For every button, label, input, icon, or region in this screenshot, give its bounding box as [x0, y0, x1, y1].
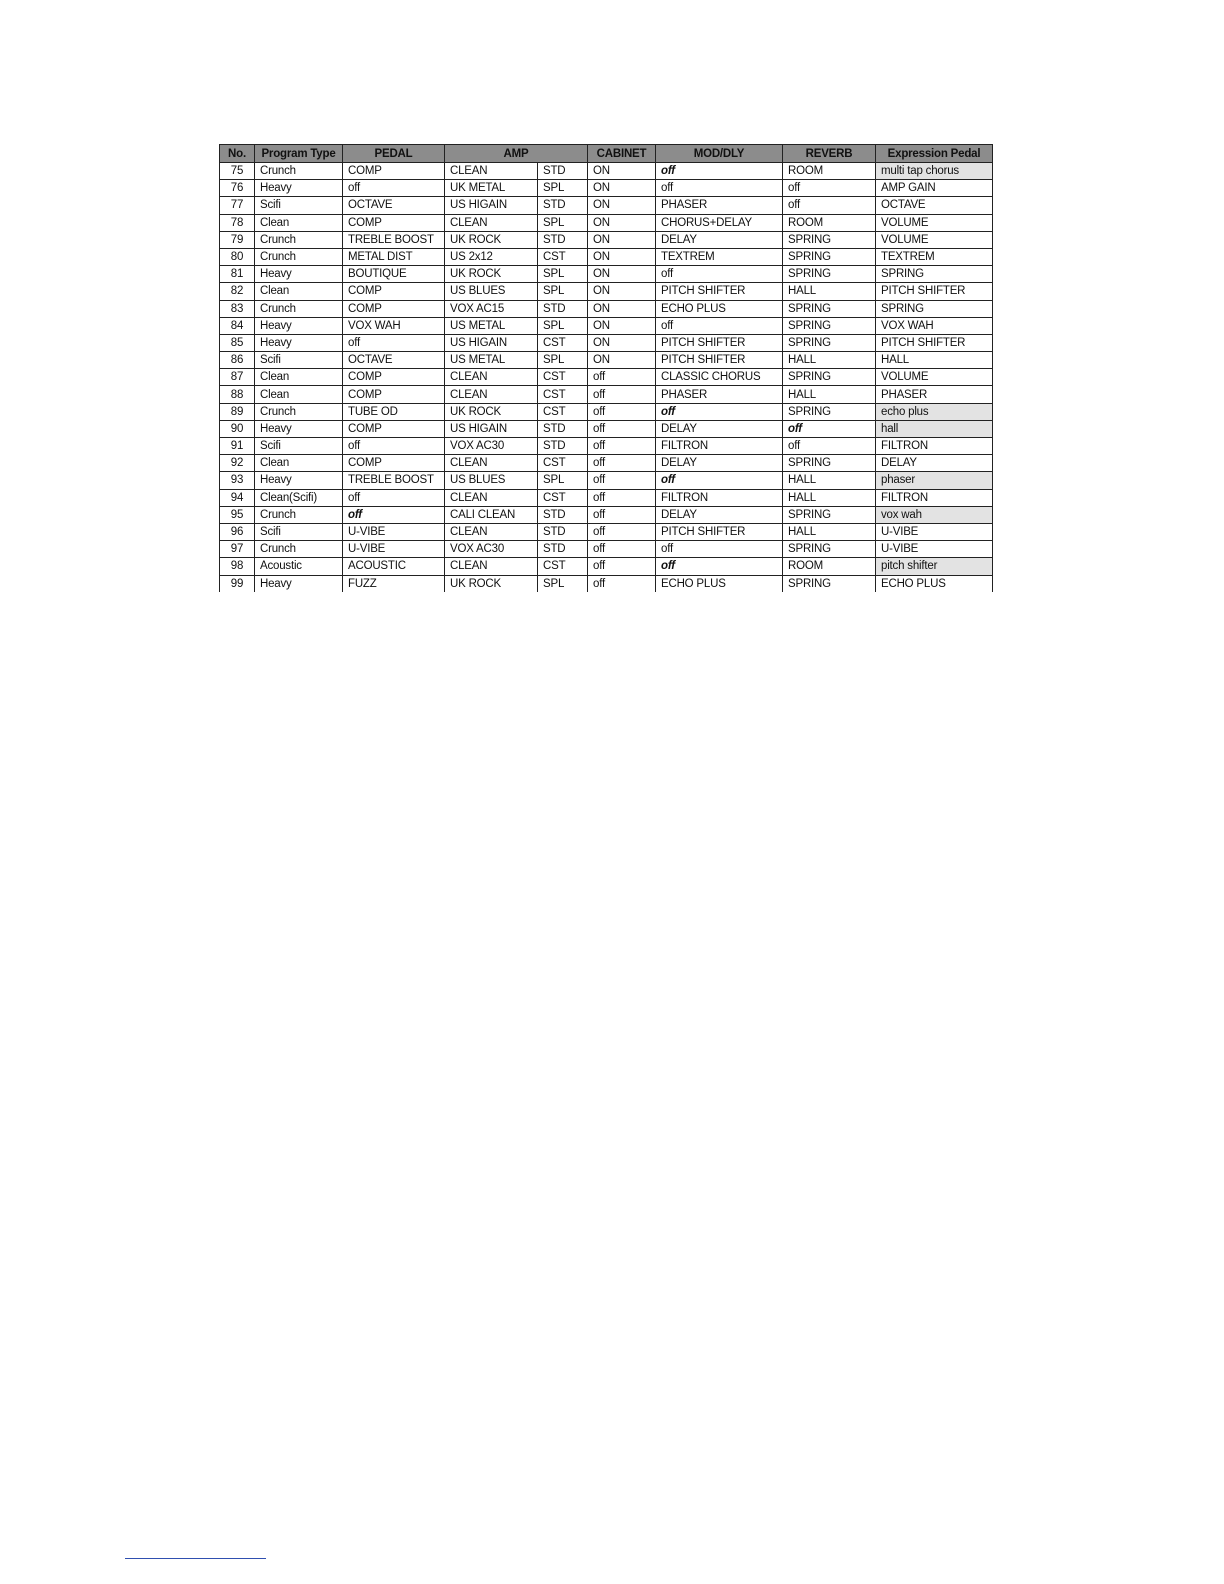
- cell-amp-model: US BLUES: [445, 283, 538, 300]
- header-reverb: REVERB: [783, 145, 876, 163]
- cell-amp-cab: SPL: [538, 214, 588, 231]
- header-mod-dly: MOD/DLY: [656, 145, 783, 163]
- cell-expression-pedal: echo plus: [876, 403, 993, 420]
- cell-program-type: Crunch: [255, 506, 343, 523]
- cell-no: 93: [220, 472, 255, 489]
- table-row: [220, 352, 993, 369]
- header-expression-pedal: Expression Pedal: [876, 145, 993, 163]
- cell-pedal: COMP: [343, 386, 445, 403]
- cell-program-type: Scifi: [255, 523, 343, 540]
- cell-pedal: off: [343, 489, 445, 506]
- table-row: [220, 163, 993, 180]
- cell-reverb: SPRING: [783, 455, 876, 472]
- cell-cabinet: ON: [588, 180, 656, 197]
- cell-amp-cab: CST: [538, 558, 588, 575]
- header-program-type: Program Type: [255, 145, 343, 163]
- cell-mod-dly: PHASER: [656, 386, 783, 403]
- cell-program-type: Crunch: [255, 403, 343, 420]
- cell-amp-cab: CST: [538, 369, 588, 386]
- cell-program-type: Scifi: [255, 197, 343, 214]
- table-row: [220, 420, 993, 437]
- cell-reverb: off: [783, 197, 876, 214]
- cell-program-type: Clean: [255, 369, 343, 386]
- cell-expression-pedal: OCTAVE: [876, 197, 993, 214]
- cell-cabinet: ON: [588, 197, 656, 214]
- cell-pedal: METAL DIST: [343, 248, 445, 265]
- cell-mod-dly: off: [656, 403, 783, 420]
- cell-program-type: Heavy: [255, 575, 343, 592]
- cell-pedal: ACOUSTIC: [343, 558, 445, 575]
- cell-amp-model: CLEAN: [445, 455, 538, 472]
- cell-reverb: off: [783, 420, 876, 437]
- cell-pedal: OCTAVE: [343, 352, 445, 369]
- cell-mod-dly: off: [656, 472, 783, 489]
- cell-expression-pedal: TEXTREM: [876, 248, 993, 265]
- cell-pedal: TREBLE BOOST: [343, 472, 445, 489]
- cell-expression-pedal: pitch shifter: [876, 558, 993, 575]
- cell-cabinet: off: [588, 575, 656, 592]
- cell-amp-cab: SPL: [538, 317, 588, 334]
- cell-cabinet: ON: [588, 163, 656, 180]
- cell-cabinet: ON: [588, 266, 656, 283]
- cell-expression-pedal: VOX WAH: [876, 317, 993, 334]
- cell-amp-cab: CST: [538, 403, 588, 420]
- cell-expression-pedal: ECHO PLUS: [876, 575, 993, 592]
- cell-reverb: off: [783, 438, 876, 455]
- cell-mod-dly: FILTRON: [656, 489, 783, 506]
- cell-amp-model: US METAL: [445, 317, 538, 334]
- cell-pedal: COMP: [343, 455, 445, 472]
- cell-cabinet: ON: [588, 317, 656, 334]
- cell-amp-model: UK ROCK: [445, 575, 538, 592]
- cell-program-type: Heavy: [255, 180, 343, 197]
- table-row: [220, 523, 993, 540]
- cell-reverb: HALL: [783, 283, 876, 300]
- cell-no: 86: [220, 352, 255, 369]
- cell-amp-cab: CST: [538, 386, 588, 403]
- cell-mod-dly: PITCH SHIFTER: [656, 352, 783, 369]
- cell-mod-dly: off: [656, 163, 783, 180]
- cell-amp-cab: STD: [538, 197, 588, 214]
- cell-no: 79: [220, 231, 255, 248]
- cell-pedal: off: [343, 506, 445, 523]
- cell-reverb: off: [783, 180, 876, 197]
- cell-mod-dly: TEXTREM: [656, 248, 783, 265]
- cell-amp-model: US 2x12: [445, 248, 538, 265]
- cell-pedal: VOX WAH: [343, 317, 445, 334]
- cell-mod-dly: off: [656, 266, 783, 283]
- cell-mod-dly: PITCH SHIFTER: [656, 523, 783, 540]
- cell-reverb: HALL: [783, 489, 876, 506]
- cell-expression-pedal: FILTRON: [876, 438, 993, 455]
- cell-reverb: HALL: [783, 386, 876, 403]
- cell-no: 83: [220, 300, 255, 317]
- cell-no: 78: [220, 214, 255, 231]
- cell-pedal: OCTAVE: [343, 197, 445, 214]
- cell-pedal: U-VIBE: [343, 523, 445, 540]
- cell-cabinet: ON: [588, 231, 656, 248]
- cell-amp-cab: STD: [538, 506, 588, 523]
- cell-program-type: Crunch: [255, 541, 343, 558]
- cell-mod-dly: PITCH SHIFTER: [656, 334, 783, 351]
- table-row: [220, 283, 993, 300]
- cell-pedal: COMP: [343, 163, 445, 180]
- cell-reverb: SPRING: [783, 506, 876, 523]
- cell-amp-model: CLEAN: [445, 386, 538, 403]
- cell-no: 81: [220, 266, 255, 283]
- cell-program-type: Clean: [255, 283, 343, 300]
- cell-cabinet: ON: [588, 248, 656, 265]
- cell-expression-pedal: vox wah: [876, 506, 993, 523]
- cell-reverb: ROOM: [783, 558, 876, 575]
- header-pedal: PEDAL: [343, 145, 445, 163]
- cell-amp-model: CLEAN: [445, 558, 538, 575]
- cell-pedal: COMP: [343, 420, 445, 437]
- cell-program-type: Clean: [255, 386, 343, 403]
- cell-reverb: HALL: [783, 523, 876, 540]
- cell-reverb: SPRING: [783, 317, 876, 334]
- cell-pedal: FUZZ: [343, 575, 445, 592]
- footnote-rule: [125, 1558, 266, 1559]
- cell-program-type: Heavy: [255, 472, 343, 489]
- cell-amp-model: VOX AC15: [445, 300, 538, 317]
- cell-no: 90: [220, 420, 255, 437]
- cell-cabinet: ON: [588, 334, 656, 351]
- cell-no: 80: [220, 248, 255, 265]
- cell-no: 94: [220, 489, 255, 506]
- table-row: [220, 386, 993, 403]
- cell-mod-dly: ECHO PLUS: [656, 575, 783, 592]
- cell-mod-dly: DELAY: [656, 455, 783, 472]
- table-row: [220, 558, 993, 575]
- cell-program-type: Clean: [255, 455, 343, 472]
- cell-no: 92: [220, 455, 255, 472]
- table-row: [220, 438, 993, 455]
- cell-program-type: Heavy: [255, 317, 343, 334]
- cell-reverb: ROOM: [783, 163, 876, 180]
- cell-reverb: SPRING: [783, 575, 876, 592]
- cell-pedal: TUBE OD: [343, 403, 445, 420]
- cell-expression-pedal: phaser: [876, 472, 993, 489]
- cell-cabinet: off: [588, 472, 656, 489]
- cell-mod-dly: off: [656, 317, 783, 334]
- cell-amp-cab: CST: [538, 248, 588, 265]
- table-row: [220, 180, 993, 197]
- cell-mod-dly: PHASER: [656, 197, 783, 214]
- cell-no: 82: [220, 283, 255, 300]
- cell-reverb: SPRING: [783, 403, 876, 420]
- table-row: [220, 334, 993, 351]
- cell-program-type: Heavy: [255, 266, 343, 283]
- table-row: [220, 506, 993, 523]
- cell-mod-dly: DELAY: [656, 506, 783, 523]
- cell-expression-pedal: multi tap chorus: [876, 163, 993, 180]
- cell-cabinet: ON: [588, 283, 656, 300]
- cell-program-type: Clean(Scifi): [255, 489, 343, 506]
- cell-no: 91: [220, 438, 255, 455]
- cell-no: 77: [220, 197, 255, 214]
- cell-mod-dly: ECHO PLUS: [656, 300, 783, 317]
- cell-program-type: Heavy: [255, 334, 343, 351]
- cell-mod-dly: FILTRON: [656, 438, 783, 455]
- cell-program-type: Crunch: [255, 300, 343, 317]
- cell-amp-model: US HIGAIN: [445, 334, 538, 351]
- cell-amp-model: US HIGAIN: [445, 420, 538, 437]
- cell-program-type: Scifi: [255, 352, 343, 369]
- cell-amp-cab: STD: [538, 231, 588, 248]
- cell-amp-cab: CST: [538, 455, 588, 472]
- cell-program-type: Clean: [255, 214, 343, 231]
- cell-amp-model: UK ROCK: [445, 403, 538, 420]
- cell-reverb: SPRING: [783, 541, 876, 558]
- table-row: [220, 489, 993, 506]
- cell-amp-cab: CST: [538, 334, 588, 351]
- cell-cabinet: off: [588, 558, 656, 575]
- cell-no: 87: [220, 369, 255, 386]
- cell-expression-pedal: FILTRON: [876, 489, 993, 506]
- cell-amp-model: CLEAN: [445, 214, 538, 231]
- cell-reverb: SPRING: [783, 231, 876, 248]
- cell-cabinet: off: [588, 420, 656, 437]
- table-row: [220, 369, 993, 386]
- cell-reverb: SPRING: [783, 248, 876, 265]
- cell-no: 88: [220, 386, 255, 403]
- cell-expression-pedal: SPRING: [876, 300, 993, 317]
- cell-cabinet: ON: [588, 214, 656, 231]
- cell-program-type: Crunch: [255, 248, 343, 265]
- cell-cabinet: ON: [588, 352, 656, 369]
- cell-amp-cab: SPL: [538, 352, 588, 369]
- cell-amp-model: UK ROCK: [445, 231, 538, 248]
- cell-cabinet: off: [588, 506, 656, 523]
- cell-no: 99: [220, 575, 255, 592]
- cell-no: 85: [220, 334, 255, 351]
- cell-amp-cab: STD: [538, 438, 588, 455]
- header-cabinet: CABINET: [588, 145, 656, 163]
- cell-amp-cab: CST: [538, 489, 588, 506]
- cell-pedal: COMP: [343, 283, 445, 300]
- cell-amp-cab: SPL: [538, 180, 588, 197]
- cell-expression-pedal: PITCH SHIFTER: [876, 334, 993, 351]
- table-row: [220, 231, 993, 248]
- cell-no: 96: [220, 523, 255, 540]
- cell-program-type: Acoustic: [255, 558, 343, 575]
- table-body: [220, 163, 993, 592]
- cell-program-type: Heavy: [255, 420, 343, 437]
- header-no: No.: [220, 145, 255, 163]
- cell-expression-pedal: VOLUME: [876, 369, 993, 386]
- header-amp: AMP: [445, 145, 588, 163]
- cell-cabinet: off: [588, 403, 656, 420]
- table-row: [220, 317, 993, 334]
- cell-expression-pedal: HALL: [876, 352, 993, 369]
- table-row: [220, 197, 993, 214]
- cell-mod-dly: CLASSIC CHORUS: [656, 369, 783, 386]
- table-row: [220, 300, 993, 317]
- cell-no: 75: [220, 163, 255, 180]
- cell-pedal: COMP: [343, 300, 445, 317]
- cell-expression-pedal: PHASER: [876, 386, 993, 403]
- cell-cabinet: ON: [588, 300, 656, 317]
- cell-program-type: Crunch: [255, 231, 343, 248]
- cell-pedal: BOUTIQUE: [343, 266, 445, 283]
- cell-expression-pedal: DELAY: [876, 455, 993, 472]
- cell-reverb: SPRING: [783, 369, 876, 386]
- cell-pedal: COMP: [343, 214, 445, 231]
- cell-amp-cab: STD: [538, 523, 588, 540]
- cell-pedal: U-VIBE: [343, 541, 445, 558]
- cell-expression-pedal: VOLUME: [876, 214, 993, 231]
- cell-no: 98: [220, 558, 255, 575]
- cell-reverb: HALL: [783, 472, 876, 489]
- table-row: [220, 541, 993, 558]
- cell-mod-dly: off: [656, 541, 783, 558]
- cell-amp-model: VOX AC30: [445, 541, 538, 558]
- table-row: [220, 403, 993, 420]
- header-row: [220, 145, 993, 163]
- cell-mod-dly: PITCH SHIFTER: [656, 283, 783, 300]
- cell-amp-model: CLEAN: [445, 523, 538, 540]
- cell-amp-cab: STD: [538, 420, 588, 437]
- cell-amp-cab: STD: [538, 300, 588, 317]
- table-row: [220, 455, 993, 472]
- cell-expression-pedal: U-VIBE: [876, 523, 993, 540]
- cell-cabinet: off: [588, 438, 656, 455]
- cell-amp-model: VOX AC30: [445, 438, 538, 455]
- cell-amp-model: CLEAN: [445, 489, 538, 506]
- cell-cabinet: off: [588, 369, 656, 386]
- cell-amp-cab: STD: [538, 163, 588, 180]
- cell-amp-cab: SPL: [538, 266, 588, 283]
- cell-amp-model: US BLUES: [445, 472, 538, 489]
- cell-pedal: off: [343, 438, 445, 455]
- table-row: [220, 248, 993, 265]
- table-row: [220, 214, 993, 231]
- cell-no: 97: [220, 541, 255, 558]
- cell-cabinet: off: [588, 541, 656, 558]
- cell-expression-pedal: VOLUME: [876, 231, 993, 248]
- program-table: [219, 144, 993, 592]
- table-row: [220, 472, 993, 489]
- cell-no: 76: [220, 180, 255, 197]
- cell-mod-dly: DELAY: [656, 231, 783, 248]
- cell-amp-cab: SPL: [538, 472, 588, 489]
- cell-cabinet: off: [588, 386, 656, 403]
- cell-pedal: TREBLE BOOST: [343, 231, 445, 248]
- cell-mod-dly: off: [656, 558, 783, 575]
- cell-amp-model: CALI CLEAN: [445, 506, 538, 523]
- cell-pedal: off: [343, 180, 445, 197]
- cell-amp-cab: SPL: [538, 283, 588, 300]
- cell-amp-cab: STD: [538, 541, 588, 558]
- cell-pedal: COMP: [343, 369, 445, 386]
- cell-amp-model: US HIGAIN: [445, 197, 538, 214]
- cell-no: 95: [220, 506, 255, 523]
- cell-cabinet: off: [588, 523, 656, 540]
- cell-amp-model: UK METAL: [445, 180, 538, 197]
- cell-reverb: ROOM: [783, 214, 876, 231]
- cell-mod-dly: off: [656, 180, 783, 197]
- cell-expression-pedal: U-VIBE: [876, 541, 993, 558]
- cell-program-type: Scifi: [255, 438, 343, 455]
- cell-cabinet: off: [588, 489, 656, 506]
- cell-expression-pedal: AMP GAIN: [876, 180, 993, 197]
- cell-no: 84: [220, 317, 255, 334]
- cell-program-type: Crunch: [255, 163, 343, 180]
- cell-mod-dly: CHORUS+DELAY: [656, 214, 783, 231]
- cell-amp-model: US METAL: [445, 352, 538, 369]
- table-row: [220, 575, 993, 592]
- cell-reverb: SPRING: [783, 300, 876, 317]
- cell-no: 89: [220, 403, 255, 420]
- cell-reverb: HALL: [783, 352, 876, 369]
- cell-amp-cab: SPL: [538, 575, 588, 592]
- table-row: [220, 266, 993, 283]
- cell-expression-pedal: PITCH SHIFTER: [876, 283, 993, 300]
- cell-pedal: off: [343, 334, 445, 351]
- cell-amp-model: UK ROCK: [445, 266, 538, 283]
- cell-mod-dly: DELAY: [656, 420, 783, 437]
- cell-reverb: SPRING: [783, 266, 876, 283]
- cell-amp-model: CLEAN: [445, 369, 538, 386]
- cell-expression-pedal: hall: [876, 420, 993, 437]
- cell-reverb: SPRING: [783, 334, 876, 351]
- cell-amp-model: CLEAN: [445, 163, 538, 180]
- cell-cabinet: off: [588, 455, 656, 472]
- cell-expression-pedal: SPRING: [876, 266, 993, 283]
